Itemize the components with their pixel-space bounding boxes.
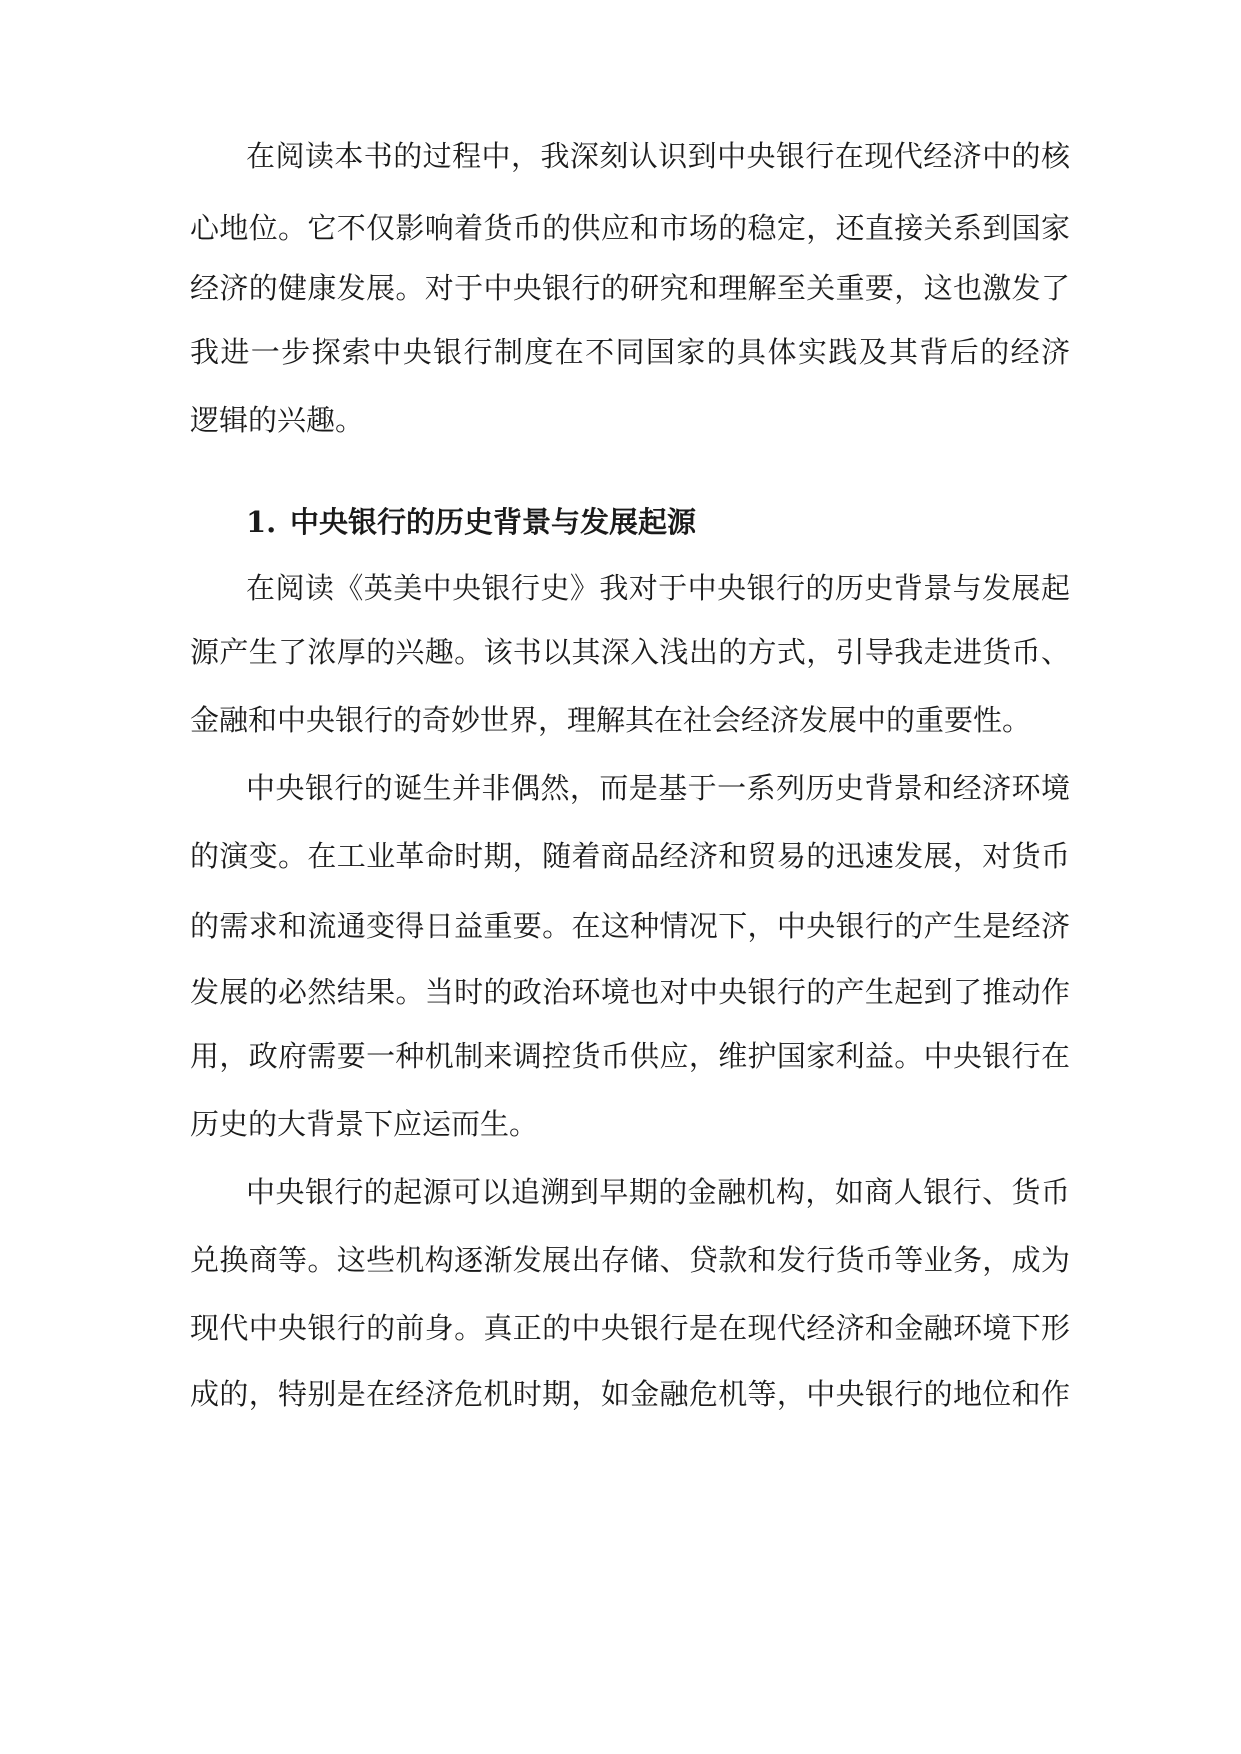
paragraph-3-line-2: 的演变。在工业革命时期，随着商品经济和贸易的迅速发展，对货币	[190, 839, 1070, 873]
paragraph-2-line-1: 在阅读《英美中央银行史》我对于中央银行的历史背景与发展起	[246, 571, 1070, 605]
paragraph-2-line-2: 源产生了浓厚的兴趣。该书以其深入浅出的方式，引导我走进货币、	[190, 635, 1070, 669]
paragraph-3-line-3: 的需求和流通变得日益重要。在这种情况下，中央银行的产生是经济	[190, 909, 1070, 943]
paragraph-1-line-1: 在阅读本书的过程中，我深刻认识到中央银行在现代经济中的核	[246, 139, 1070, 173]
paragraph-4-line-1: 中央银行的起源可以追溯到早期的金融机构，如商人银行、货币	[246, 1175, 1070, 1209]
paragraph-3-line-6: 历史的大背景下应运而生。	[190, 1107, 539, 1141]
paragraph-3-line-5: 用，政府需要一种机制来调控货币供应，维护国家利益。中央银行在	[190, 1039, 1070, 1073]
section-heading	[246, 500, 1070, 544]
paragraph-1-line-5: 逻辑的兴趣。	[190, 403, 365, 437]
paragraph-1-line-3: 经济的健康发展。对于中央银行的研究和理解至关重要，这也激发了	[190, 271, 1070, 305]
paragraph-3-line-1: 中央银行的诞生并非偶然，而是基于一系列历史背景和经济环境	[246, 771, 1070, 805]
paragraph-4-line-2: 兑换商等。这些机构逐渐发展出存储、贷款和发行货币等业务，成为	[190, 1243, 1070, 1277]
paragraph-1-line-2: 心地位。它不仅影响着货币的供应和市场的稳定，还直接关系到国家	[190, 211, 1070, 245]
paragraph-3-line-4: 发展的必然结果。当时的政治环境也对中央银行的产生起到了推动作	[190, 975, 1070, 1009]
paragraph-1-line-4: 我进一步探索中央银行制度在不同国家的具体实践及其背后的经济	[190, 335, 1070, 369]
paragraph-4-line-3: 现代中央银行的前身。真正的中央银行是在现代经济和金融环境下形	[190, 1311, 1070, 1345]
paragraph-4-line-4: 成的，特别是在经济危机时期，如金融危机等，中央银行的地位和作	[190, 1377, 1070, 1411]
section-heading-title: 中央银行的历史背景与发展起源	[290, 505, 697, 539]
section-heading-number: 1.	[246, 505, 277, 539]
paragraph-2-line-3: 金融和中央银行的奇妙世界，理解其在社会经济发展中的重要性。	[190, 703, 1032, 737]
